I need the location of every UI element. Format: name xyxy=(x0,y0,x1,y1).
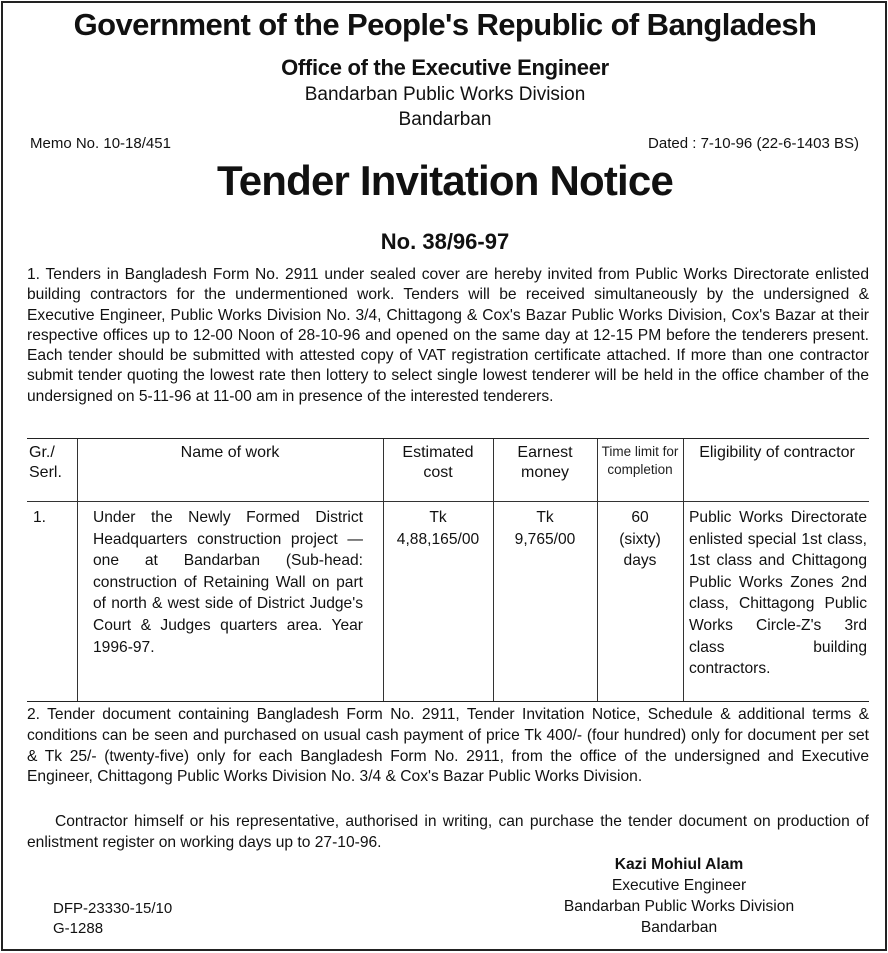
dated: Dated : 7-10-96 (22-6-1403 BS) xyxy=(648,135,859,152)
row-cost-value: 4,88,165/00 xyxy=(396,530,480,548)
table-divider xyxy=(493,439,494,701)
division-heading: Bandarban Public Works Division xyxy=(304,84,586,105)
paragraph-1: 1. Tenders in Bangladesh Form No. 2911 under sealed cover are hereby invited from Public Works Directorate enlisted building contractors for the undermentioned work. Tenders will be received simultaneously by the undersigned & Executive Engineer, Public Works Division No. 3/4, Chittagong & Cox's Bazar Public Works Division, Cox's Bazar at their respective offices up to 12-00 Noon of 28-10-96 and opened on the same day at 12-15 PM before the tenderers present. Each tender should be submitted with attested copy of VAT registration certificate attached. If more than one contractor submit tender quoting the lowest rate then lottery to select single lowest tenderer will be held in the office chamber of the undersigned on 5-11-96 at 11-00 am in presence of the interested tenderers. xyxy=(27,266,869,405)
table-divider xyxy=(383,439,384,701)
header-cost: Estimated cost xyxy=(402,444,474,481)
office-heading: Office of the Executive Engineer xyxy=(281,55,609,80)
signatory-office: Bandarban Public Works Division xyxy=(563,898,795,915)
row-cost xyxy=(383,507,493,550)
signatory-title: Executive Engineer xyxy=(611,877,747,894)
row-time-unit: days xyxy=(623,552,657,570)
row-earnest xyxy=(493,507,597,550)
row-serial: 1. xyxy=(33,509,47,526)
row-time-number: 60 xyxy=(631,509,649,526)
table-divider xyxy=(77,439,78,701)
paragraph-2: 2. Tender document containing Bangladesh Form No. 2911, Tender Invitation Notice, Schedule & additional terms & conditions can be seen and purchased on usual cash payment of price Tk 400/- (four hundred) only for document per set & Tk 25/- (twenty-five) only for each Bangladesh Form No. 2911, from the office of the undersigned and Executive Engineer, Chittagong Public Works Division No. 3/4 & Cox's Bazar Public Works Division. xyxy=(27,706,869,786)
header-work: Name of work xyxy=(180,444,280,461)
g-number: G-1288 xyxy=(53,920,104,937)
signatory-place: Bandarban xyxy=(640,919,718,936)
dfp-number: DFP-23330-15/10 xyxy=(53,900,173,917)
row-earnest-value: 9,765/00 xyxy=(514,530,576,548)
row-eligibility: Public Works Directorate enlisted special 1st class, 1st class and Chittagong Public Works Zones 2nd class, Chittagong Public Works Circle-Z's 3rd class building contractors. xyxy=(689,509,867,678)
signatory-name: Kazi Mohiul Alam xyxy=(614,856,744,873)
memo-number: Memo No. 10-18/451 xyxy=(30,135,171,152)
tender-notice-page xyxy=(1,1,887,951)
header-time: Time limit for completion xyxy=(601,444,679,477)
table-header-rule xyxy=(27,501,869,502)
row-work: Under the Newly Formed District Headquarters construction project — one at Bandarban (Sub-head: construction of Retaining Wall on part of north & west side of District Judge's Court & Judges quarters area. Year 1996-97. xyxy=(93,509,363,656)
row-time-words: (sixty) xyxy=(619,530,661,548)
row-earnest-unit: Tk xyxy=(536,509,554,526)
header-earnest: Earnest money xyxy=(517,444,573,481)
location-heading: Bandarban xyxy=(398,109,492,130)
government-heading: Government of the People's Republic of Bangladesh xyxy=(73,7,817,42)
row-time xyxy=(597,507,683,572)
header-eligibility: Eligibility of contractor xyxy=(699,444,855,461)
notice-number: No. 38/96-97 xyxy=(380,229,510,254)
works-table xyxy=(27,438,869,702)
paragraph-3: Contractor himself or his representative, authorised in writing, can purchase the tender document on production of enlistment register on working days up to 27-10-96. xyxy=(27,813,869,851)
header-serial: Gr./ Serl. xyxy=(29,444,62,481)
row-cost-unit: Tk xyxy=(429,509,447,526)
table-divider xyxy=(683,439,684,701)
notice-title: Tender Invitation Notice xyxy=(216,157,674,204)
